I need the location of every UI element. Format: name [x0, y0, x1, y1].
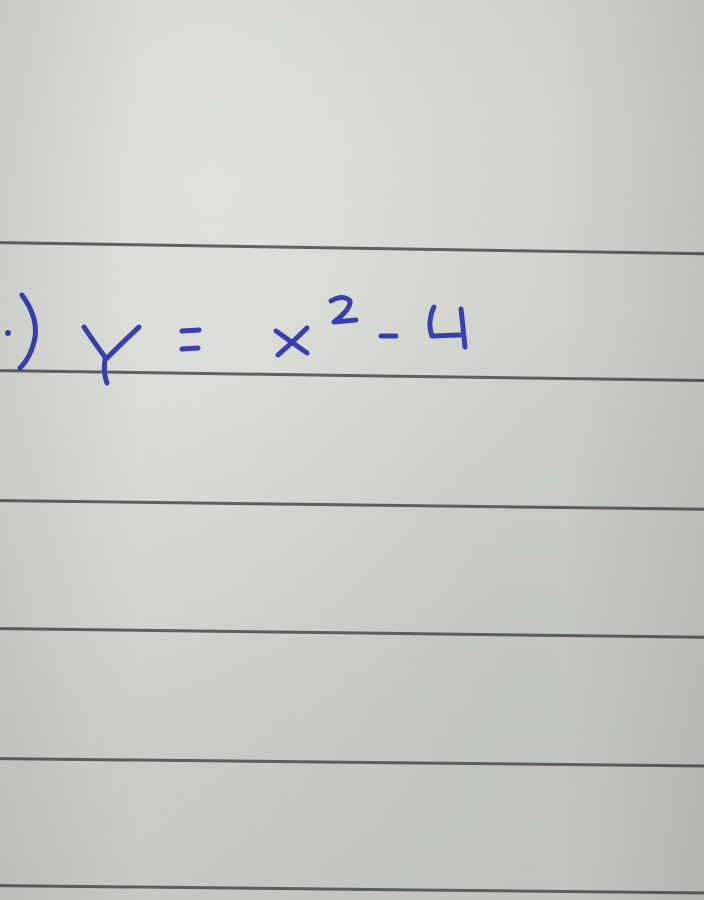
exponent-2 — [331, 298, 356, 323]
digit-4 — [430, 307, 465, 347]
problem-number-marker — [5, 295, 36, 368]
variable-y — [84, 327, 139, 383]
variable-x — [276, 328, 307, 355]
equals-sign — [182, 330, 199, 349]
equation-text — [0, 0, 1, 1]
